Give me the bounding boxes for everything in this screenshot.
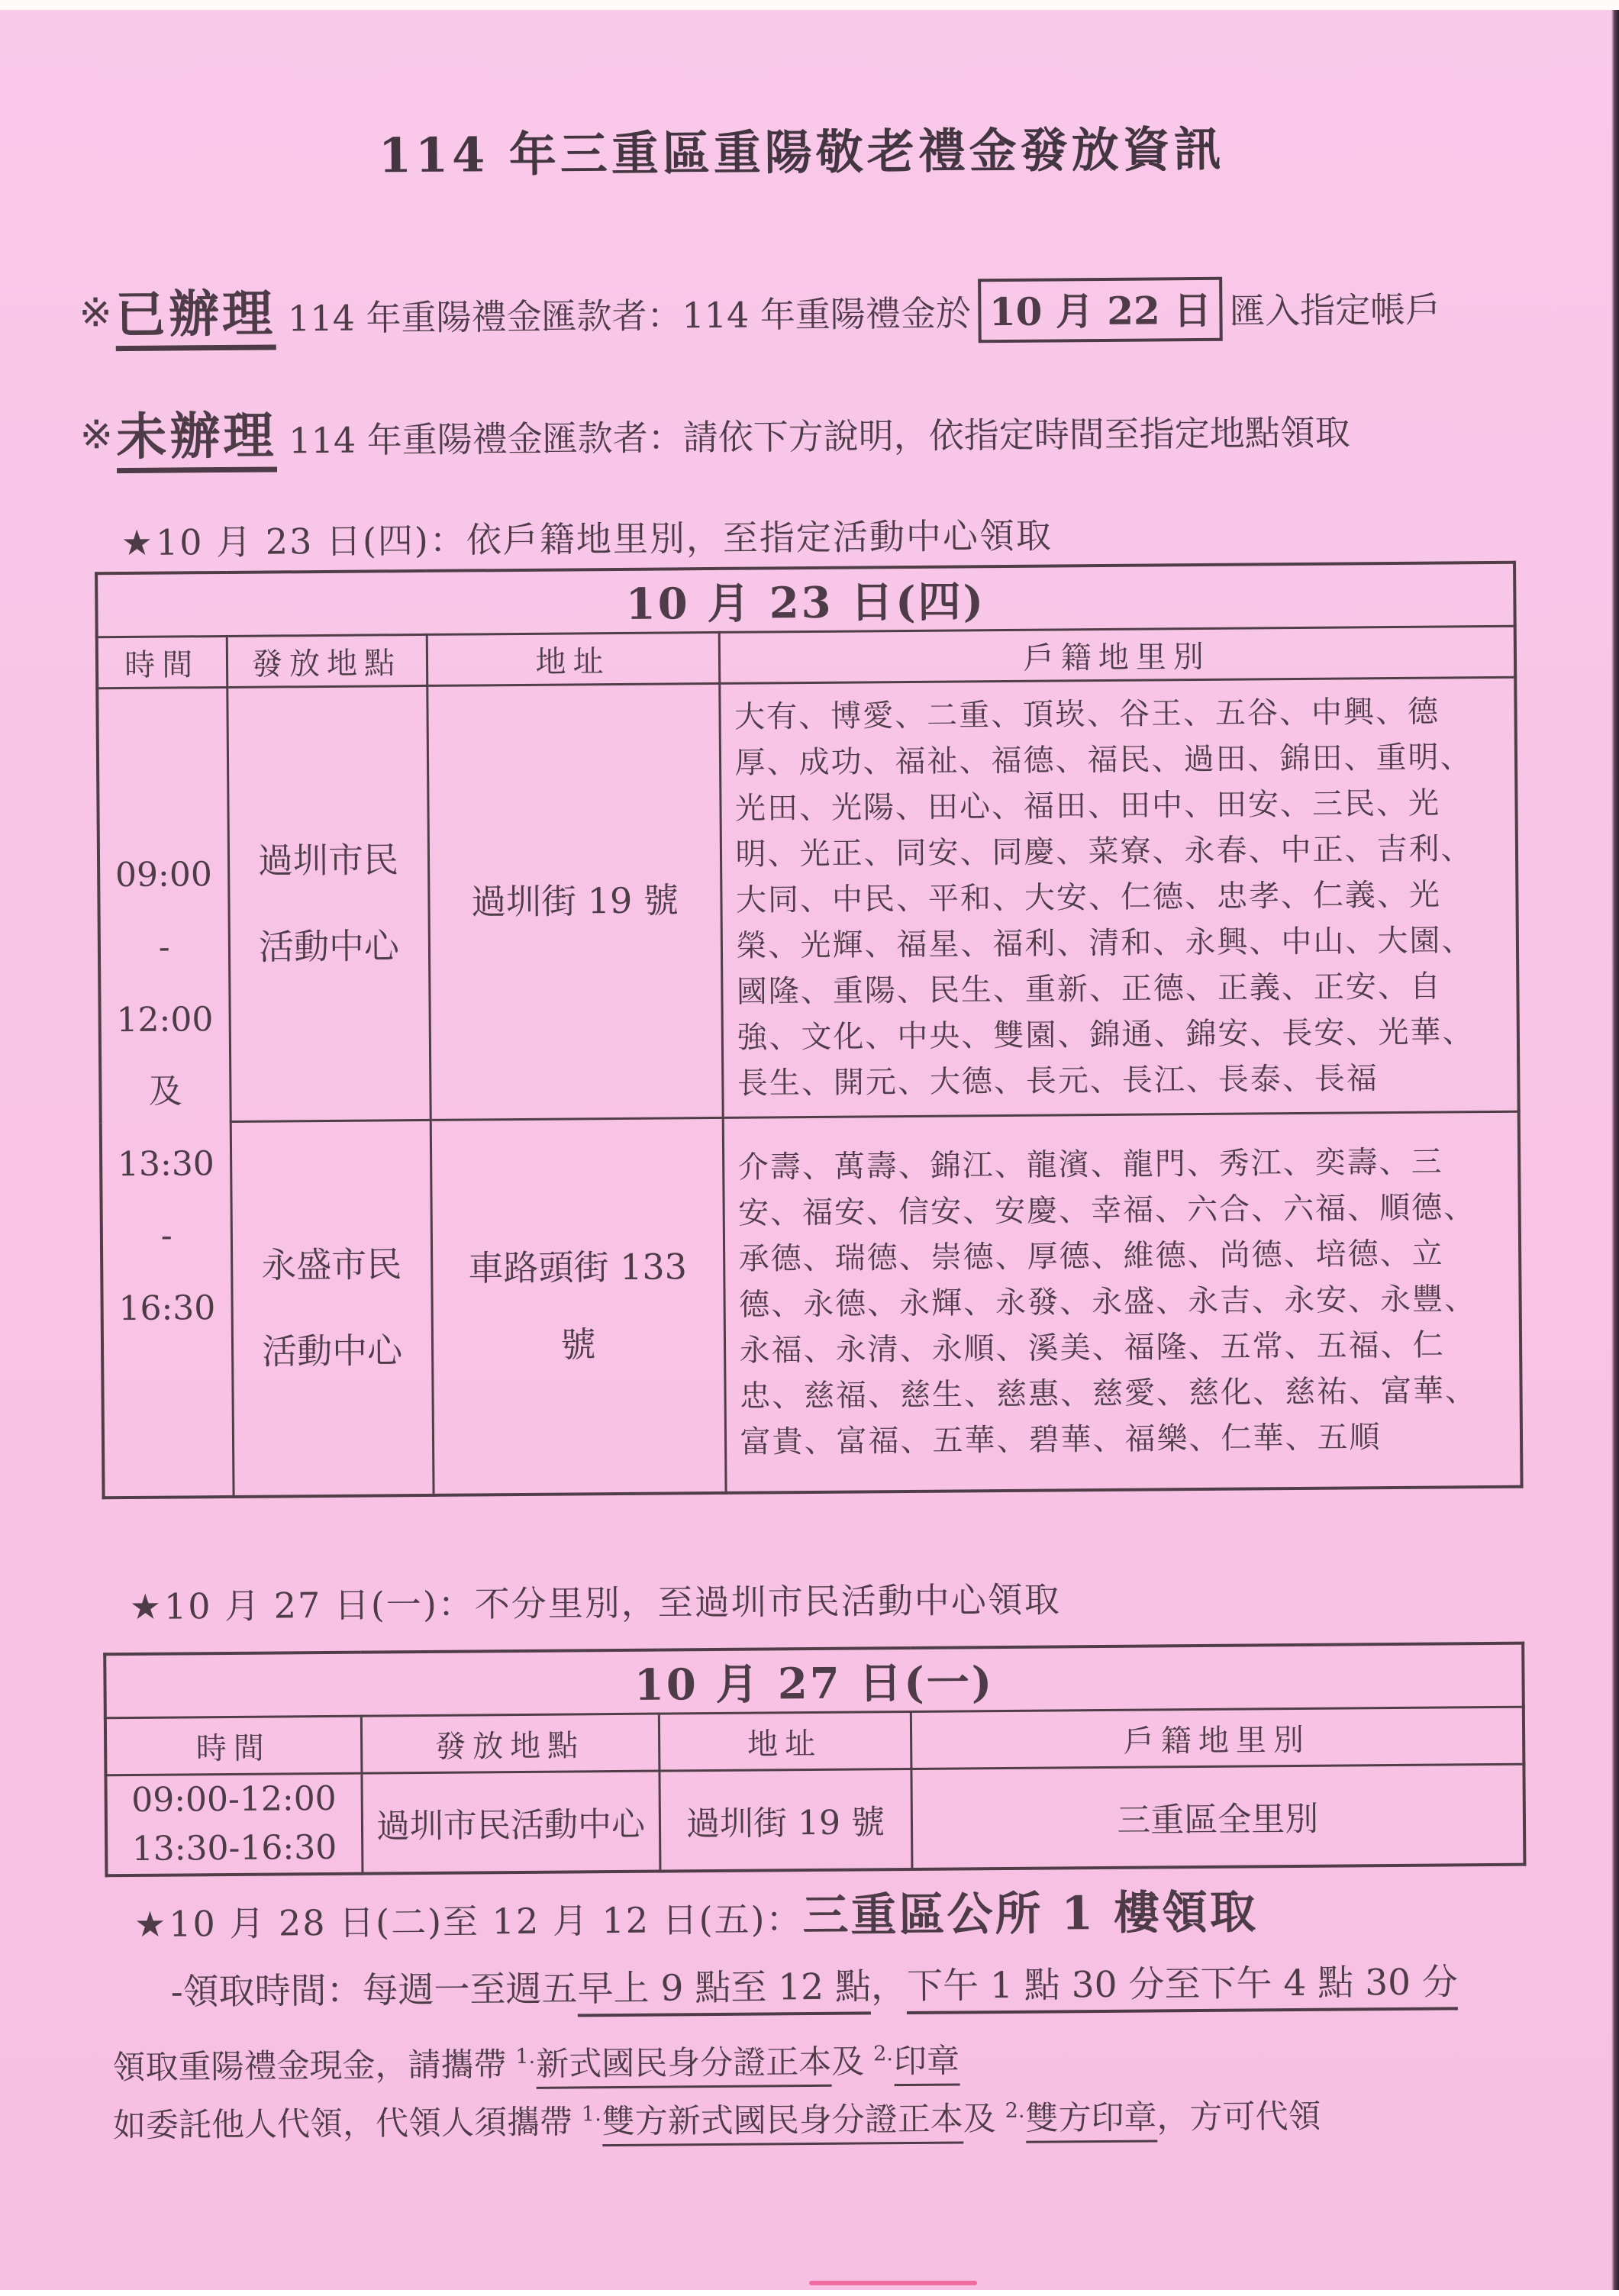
section-heading-text: 10 月 23 日(四)：依戶籍地里別，至指定活動中心領取	[155, 514, 1053, 563]
table-row	[97, 677, 1518, 1123]
required-item-seal: 印章	[894, 2042, 959, 2086]
col-header-time: 時間	[97, 636, 227, 688]
location-cell: 永盛市民 活動中心	[231, 1120, 434, 1497]
highlight-box-date: 10 月 22 日	[979, 277, 1223, 343]
table-header-row	[105, 1707, 1524, 1775]
pickup-time-afternoon: 下午 1 點 30 分至下午 4 點 30 分	[907, 1961, 1458, 2014]
col-header-district: 戶籍地里別	[719, 626, 1515, 683]
required-item-id-card: 新式國民身分證正本	[536, 2043, 831, 2089]
district-cell: 三重區全里別	[911, 1764, 1524, 1869]
table-caption-row	[96, 563, 1515, 637]
oct23-distribution-table	[95, 561, 1523, 1500]
col-header-time: 時間	[105, 1716, 362, 1775]
oct27-distribution-table	[103, 1642, 1526, 1877]
notice-not-transferred	[79, 386, 1350, 469]
col-header-location: 發放地點	[361, 1714, 660, 1773]
superscript-2: 2.	[1005, 2098, 1025, 2123]
col-header-district: 戶籍地里別	[911, 1707, 1524, 1769]
footer-text: 如委託他人代領，代領人須攜帶	[112, 2103, 573, 2146]
villages-cell: 介壽、萬壽、錦江、龍濱、龍門、秀江、奕壽、三安、福安、信安、安慶、幸福、六合、六福、順德、承德、瑞德、崇德、厚德、維德、尚德、培德、立德、永德、永輝、永發、永盛、永吉、永安、永豐、永福、永清、永順、溪美、福隆、五常、五福、仁忠、慈福、慈生、慈惠、慈愛、慈化、慈祐、富華、富貴、富福、五華、碧華、福樂、仁華、五順	[723, 1111, 1522, 1493]
footer-text: 及	[831, 2043, 865, 2082]
section-heading-oct27	[129, 1572, 1061, 1630]
required-item-both-seals: 雙方印章	[1025, 2098, 1156, 2143]
pickup-time-prefix: -領取時間：每週一至週五	[170, 1968, 578, 2014]
section-heading-oct28	[134, 1875, 1259, 1950]
superscript-1: 1.	[515, 2044, 536, 2069]
superscript-2: 2.	[872, 2042, 894, 2066]
notice-transferred	[79, 263, 1441, 350]
location-cell: 過圳市民活動中心	[361, 1771, 660, 1873]
star-icon: ★	[121, 521, 155, 564]
scan-edge-top	[0, 0, 1619, 10]
notice-text: 114 年重陽禮金匯款者：114 年重陽禮金於	[287, 292, 972, 340]
time-cell: 09:00 - 12:00 及 13:30 - 16:30	[97, 687, 233, 1498]
reference-mark-icon: ※	[79, 290, 113, 337]
superscript-1: 1.	[581, 2102, 601, 2127]
scan-edge-right	[1611, 10, 1619, 2290]
table-row	[105, 1764, 1524, 1875]
col-header-location: 發放地點	[227, 634, 427, 687]
footer-text: ，方可代領	[1156, 2097, 1321, 2137]
notice-lead-done: 已辦理	[115, 283, 276, 351]
villages-cell: 大有、博愛、二重、頂崁、谷王、五谷、中興、德厚、成功、福祉、福德、福民、過田、錦田、重明、光田、光陽、田心、福田、田中、田安、三民、光明、光正、同安、同慶、菜寮、永春、中正、吉利、大同、中民、平和、大安、仁德、忠孝、仁義、光榮、光輝、福星、福利、清和、永興、中山、大園、國隆、重陽、民生、重新、正德、正義、正安、自強、文化、中央、雙園、錦通、錦安、長安、光華、長生、開元、大德、長元、長江、長泰、長福	[719, 677, 1518, 1117]
pickup-time-line	[170, 1953, 1458, 2014]
pickup-time-morning: 早上 9 點至 12 點	[577, 1965, 871, 2017]
section-heading-oct23	[121, 508, 1053, 566]
location-cell: 過圳市民 活動中心	[227, 685, 430, 1121]
address-cell: 過圳街 19 號	[659, 1769, 911, 1871]
footer-text: 領取重陽禮金現金，請攜帶	[112, 2046, 507, 2088]
reference-mark-icon: ※	[79, 412, 114, 459]
pickup-time-separator: ，	[870, 1965, 908, 2008]
table-caption: 10 月 27 日(一)	[105, 1643, 1524, 1718]
notice-text: 匯入指定帳戶	[1230, 289, 1441, 332]
time-cell: 09:00-12:00 13:30-16:30	[105, 1773, 362, 1875]
col-header-address: 地址	[659, 1711, 911, 1771]
table-caption-row	[105, 1643, 1524, 1718]
address-cell: 過圳街 19 號	[427, 683, 722, 1120]
page-title: 114 年三重區重陽敬老禮金發放資訊	[378, 121, 1226, 184]
scan-mark-bottom	[809, 2281, 977, 2285]
col-header-address: 地址	[427, 632, 720, 685]
pickup-location-text: 三重區公所 1 樓領取	[802, 1885, 1259, 1943]
section-heading-text: 10 月 28 日(二)至 12 月 12 日(五)：	[169, 1898, 803, 1945]
notice-text: 114 年重陽禮金匯款者：請依下方說明，依指定時間至指定地點領取	[289, 411, 1350, 462]
section-heading-text: 10 月 27 日(一)：不分里別，至過圳市民活動中心領取	[163, 1578, 1061, 1627]
address-cell: 車路頭街 133 號	[431, 1117, 726, 1495]
table-row	[101, 1111, 1522, 1498]
required-item-both-id-cards: 雙方新式國民身分證正本	[602, 2100, 963, 2146]
notice-lead-not-done: 未辦理	[116, 405, 277, 473]
footer-note-required-items	[112, 2035, 959, 2088]
star-icon: ★	[129, 1585, 163, 1628]
footer-note-proxy-pickup	[113, 2091, 1321, 2146]
footer-text: 及	[963, 2100, 996, 2139]
star-icon: ★	[134, 1903, 168, 1945]
table-caption: 10 月 23 日(四)	[96, 563, 1515, 637]
